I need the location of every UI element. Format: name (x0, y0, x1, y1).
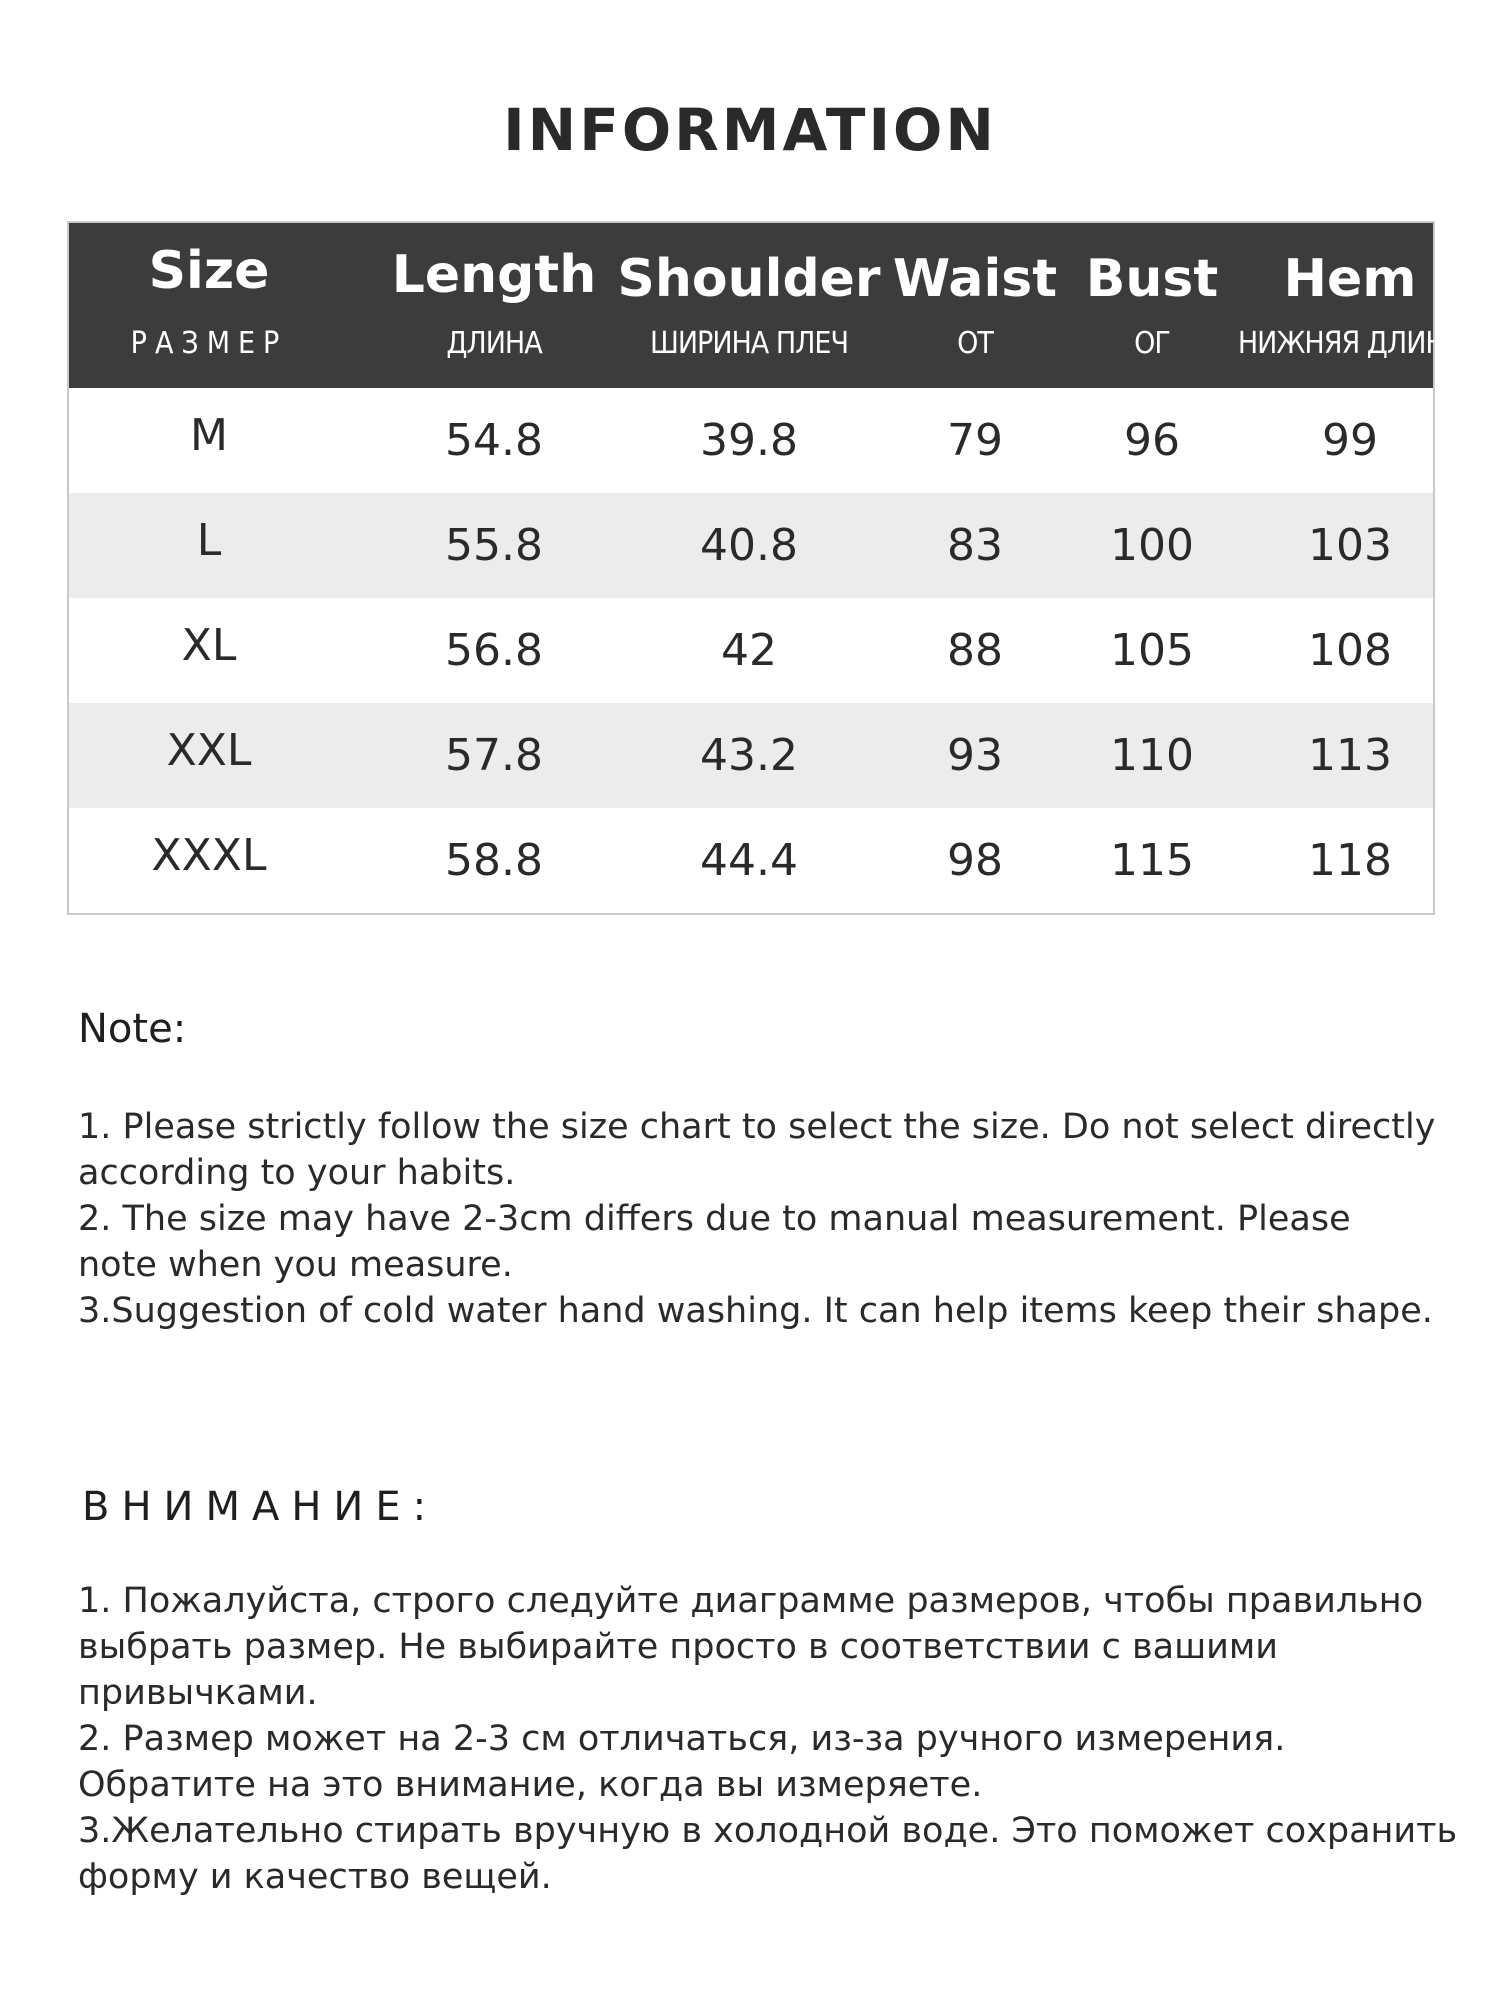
note-heading: Note: (78, 1006, 187, 1052)
length-cell: 57.8 (445, 730, 543, 781)
bust-cell: 115 (1110, 835, 1194, 886)
header-hem-label-ru: НИЖНЯЯ ДЛИНА (1237, 326, 1463, 361)
header-length (354, 223, 634, 388)
length-cell: 54.8 (445, 415, 543, 466)
table-row (69, 598, 1433, 703)
shoulder-cell: 39.8 (700, 415, 798, 466)
table-header (69, 223, 1463, 388)
table-row (69, 703, 1433, 808)
note-ru-item: 2. Размер может на 2-3 см отличаться, из-за ручного измерения. Обратите на это внимание, когда вы измеряете. (78, 1719, 1286, 1805)
header-waist-label-ru: ОТ (957, 326, 993, 361)
size-chart-table (67, 221, 1463, 915)
hem-cell: 108 (1308, 625, 1392, 676)
bust-cell: 96 (1124, 415, 1180, 466)
header-bust-label: Bust (1085, 249, 1219, 309)
note-item: 2. The size may have 2-3cm differs due to manual measurement. Please note when you measure. (78, 1199, 1351, 1285)
size-cell: XL (181, 620, 237, 671)
page-title: INFORMATION (503, 96, 997, 164)
waist-cell: 98 (947, 835, 1003, 886)
header-hem-label: Hem (1283, 249, 1417, 309)
waist-cell: 88 (947, 625, 1003, 676)
header-waist (875, 223, 1075, 388)
table-row (69, 493, 1433, 598)
bust-cell: 110 (1110, 730, 1194, 781)
hem-cell: 118 (1308, 835, 1392, 886)
length-cell: 55.8 (445, 520, 543, 571)
length-cell: 58.8 (445, 835, 543, 886)
size-cell: L (196, 515, 222, 566)
size-cell: XXL (166, 725, 252, 776)
waist-cell: 79 (947, 415, 1003, 466)
header-size-label-ru: РАЗМЕР (130, 326, 288, 361)
length-cell: 56.8 (445, 625, 543, 676)
header-size (89, 223, 329, 388)
header-length-label: Length (391, 245, 597, 305)
note-ru-heading: ВНИМАНИЕ: (82, 1484, 439, 1530)
bust-cell: 105 (1110, 625, 1194, 676)
header-bust-label-ru: ОГ (1134, 326, 1170, 361)
header-waist-label: Waist (892, 249, 1058, 309)
header-shoulder (609, 223, 889, 388)
note-ru-list (78, 1578, 1458, 1900)
note-ru-item: 3.Желательно стирать вручную в холодной воде. Это поможет сохранить форму и качество вещей. (78, 1811, 1458, 1897)
header-shoulder-label-ru: ШИРИНА ПЛЕЧ (649, 326, 848, 361)
shoulder-cell: 44.4 (700, 835, 798, 886)
waist-cell: 83 (947, 520, 1003, 571)
header-size-label: Size (148, 241, 270, 301)
size-cell: M (190, 410, 228, 461)
note-item: 3.Suggestion of cold water hand washing. It can help items keep their shape. (78, 1291, 1433, 1331)
note-ru-item: 1. Пожалуйста, строго следуйте диаграмме размеров, чтобы правильно выбрать размер. Не выбирайте просто в соответствии с вашими привычками. (78, 1581, 1424, 1713)
waist-cell: 93 (947, 730, 1003, 781)
hem-cell: 99 (1322, 415, 1378, 466)
shoulder-cell: 40.8 (700, 520, 798, 571)
note-item: 1. Please strictly follow the size chart to select the size. Do not select directly according to your habits. (78, 1107, 1436, 1193)
header-hem (1219, 223, 1481, 388)
table-row (69, 808, 1433, 913)
shoulder-cell: 42 (721, 625, 777, 676)
header-length-label-ru: ДЛИНА (446, 326, 542, 361)
hem-cell: 103 (1308, 520, 1392, 571)
shoulder-cell: 43.2 (700, 730, 798, 781)
size-cell: XXXL (151, 830, 267, 881)
note-list (78, 1104, 1438, 1334)
header-shoulder-label: Shoulder (617, 249, 881, 309)
hem-cell: 113 (1308, 730, 1392, 781)
table-row (69, 388, 1433, 493)
bust-cell: 100 (1110, 520, 1194, 571)
